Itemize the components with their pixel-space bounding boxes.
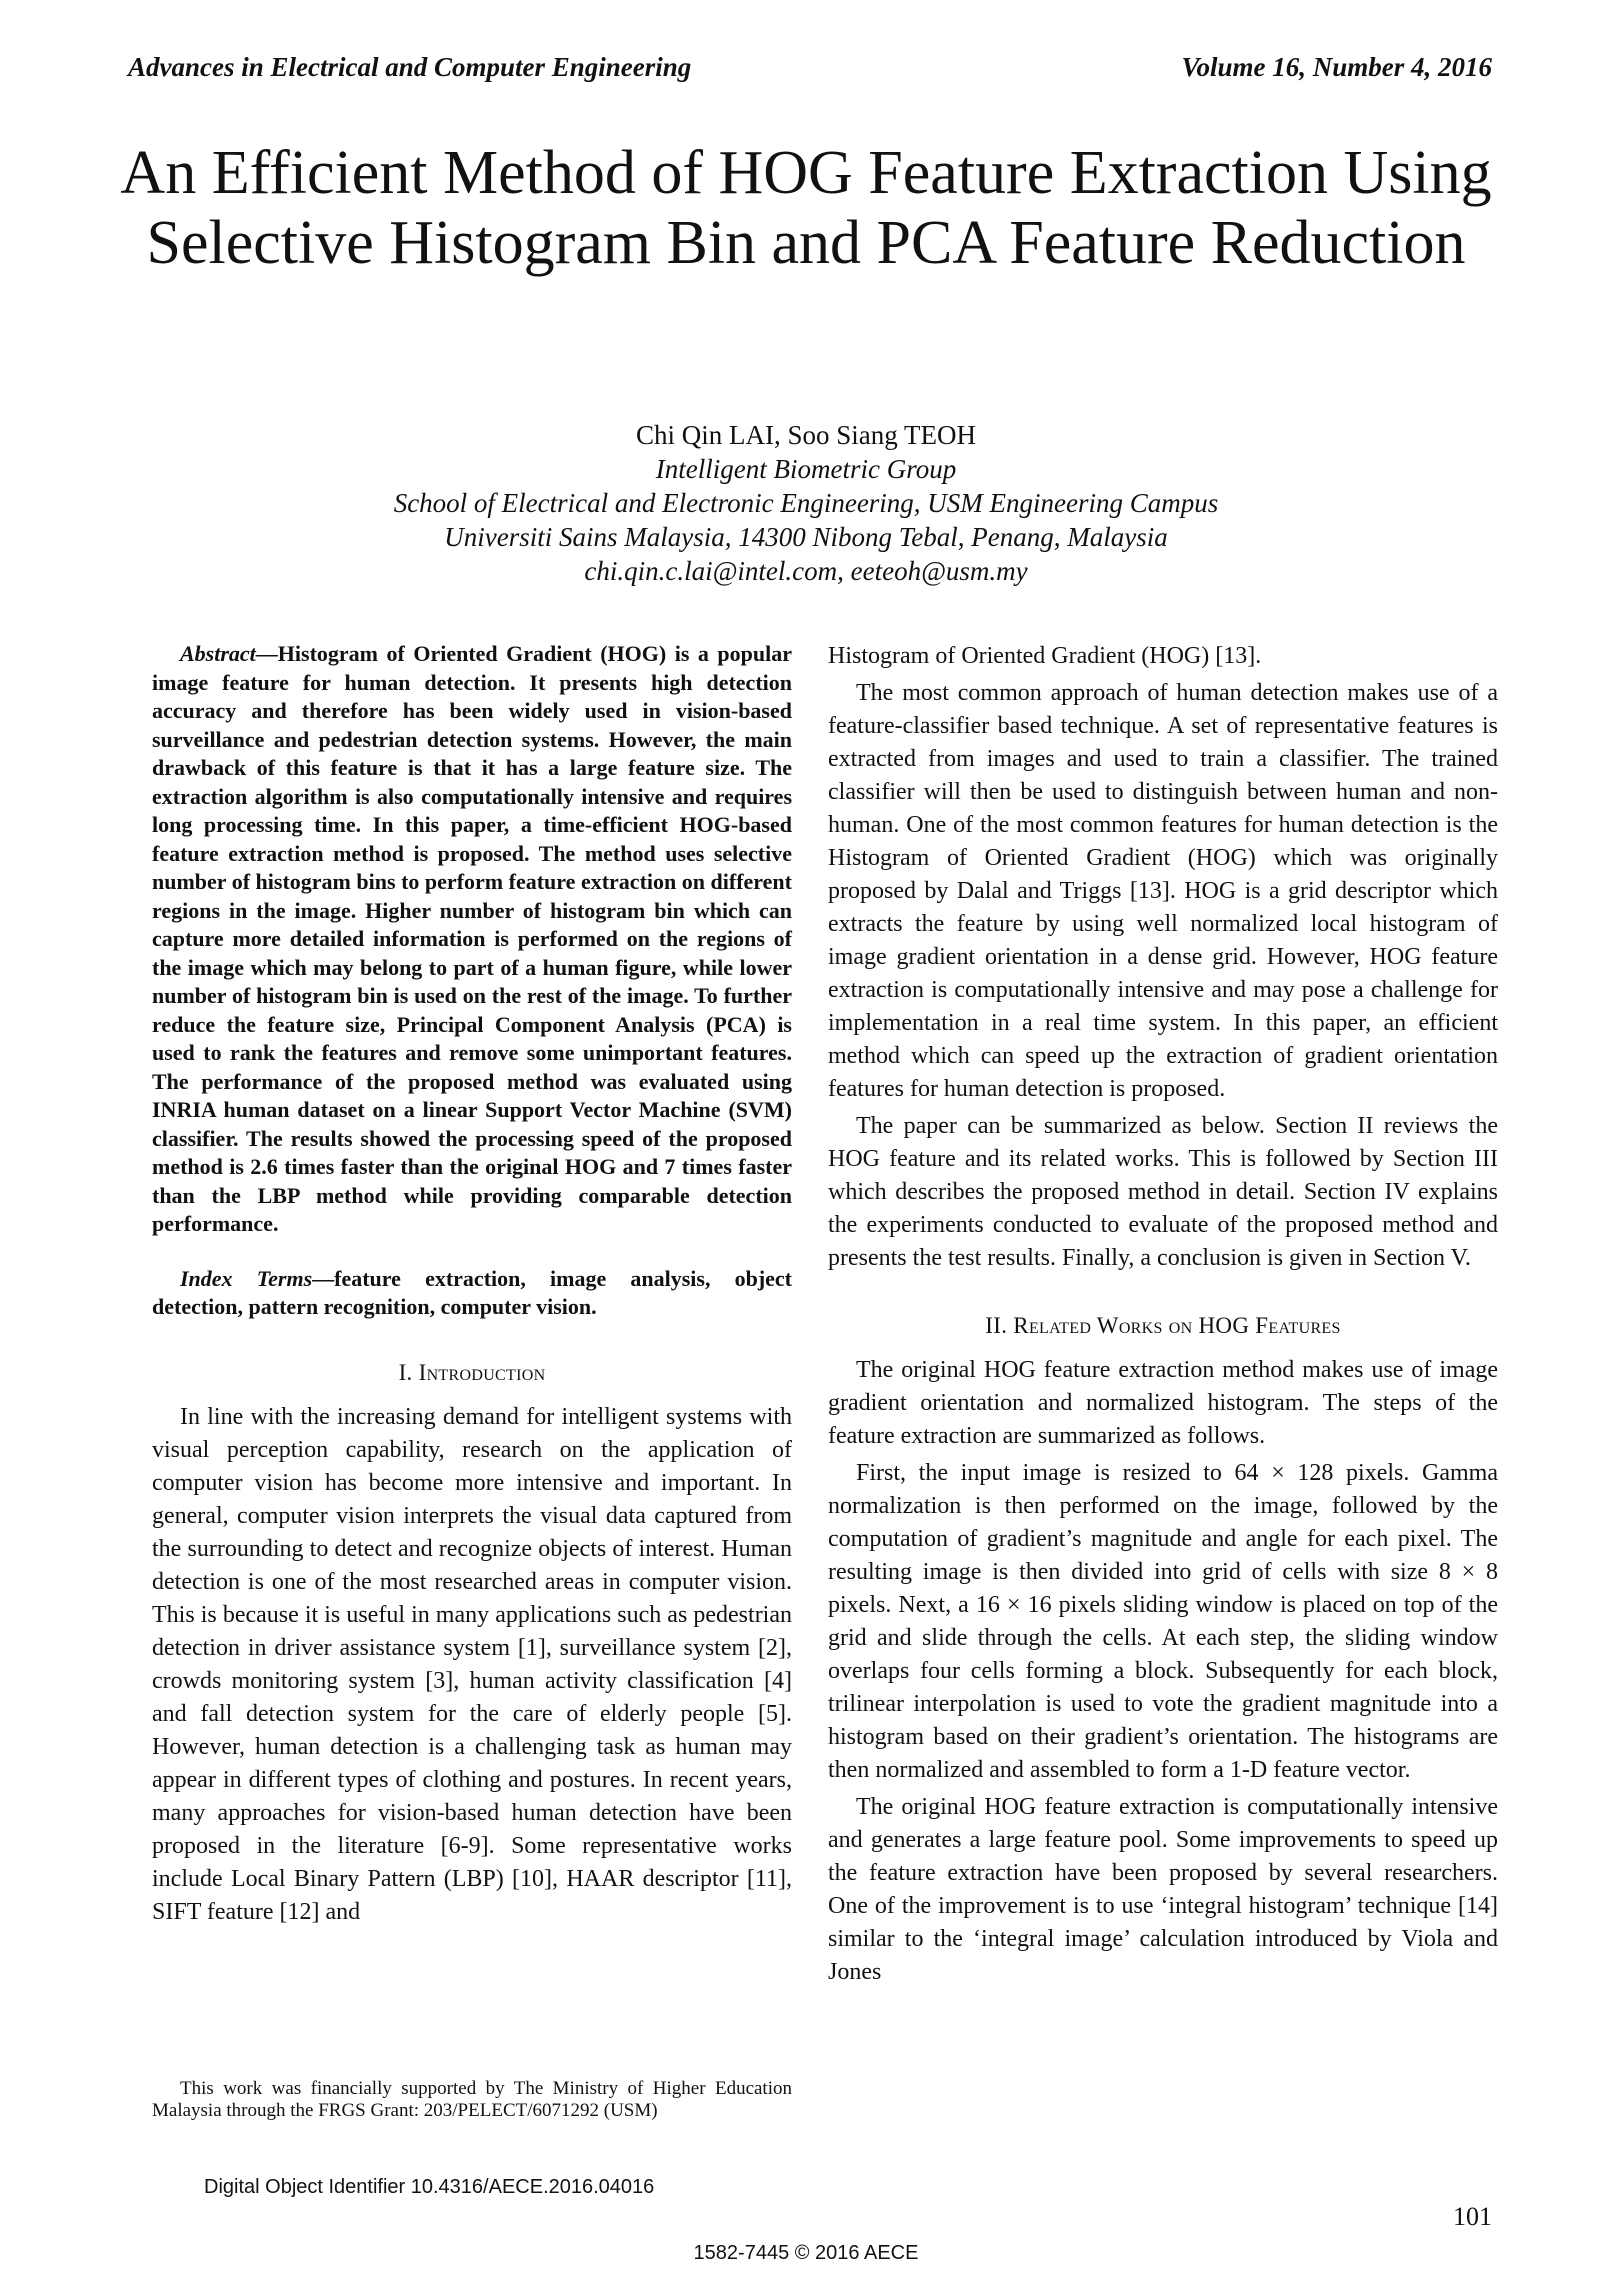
volume-info: Volume 16, Number 4, 2016 <box>1181 52 1492 82</box>
index-terms-text: —feature extraction, image analysis, object detection, pattern recognition, computer vision. <box>152 1265 793 1319</box>
abstract-text: —Histogram of Oriented Gradient (HOG) is a popular image feature for human detection. It presents high detection accuracy and therefore has been widely used in vision-based surveillance and pedestrian detection systems. However, the main drawback of this feature is that it has a large feature size. The extraction algorithm is also computationally intensive and requires long processing time. In this paper, a time-efficient HOG-based feature extraction method is proposed. The method uses selective number of histogram bins to perform feature extraction on different regions in the image. Higher number of histogram bin which can capture more detailed information is performed on the regions of the image which may belong to part of a human figure, while lower number of histogram bin is used on the rest of the image. To further reduce the feature size, Principal Component Analysis (PCA) is used to rank the features and remove some unimportant features. The performance of the proposed method was evaluated using INRIA human dataset on a linear Support Vector Machine (SVM) classifier. The results showed the processing speed of the proposed method is 2.6 times faster than the original HOG and 7 times faster than the LBP method while providing comparable detection performance. <box>152 641 792 1236</box>
journal-name: Advances in Electrical and Computer Engineering <box>128 52 692 82</box>
section-heading-related-works: II. Related Works on HOG Features <box>985 1313 1341 1338</box>
paper-title: An Efficient Method of HOG Feature Extraction Using Selective Histogram Bin and PCA Feature Reduction <box>120 139 1492 277</box>
author-group: Intelligent Biometric Group <box>655 454 957 484</box>
intro-paragraph: In line with the increasing demand for intelligent systems with visual perception capability, research on the application of computer vision has become more intensive and important. In general, computer vision interprets the visual data captured from the surrounding to detect and recognize objects of interest. Human detection is one of the most researched areas in computer vision. This is because it is useful in many applications such as pedestrian detection in driver assistance system [1], surveillance system [2], crowds monitoring system [3], human activity classification [4] and fall detection system for the care of elderly people [5]. However, human detection is a challenging task as human may appear in different types of clothing and postures. In recent years, many approaches for vision-based human detection have been proposed in the literature [6-9]. Some representative works include Local Binary Pattern (LBP) [10], HAAR descriptor [11], SIFT feature [12] and <box>152 1403 792 1925</box>
left-column <box>152 640 792 1933</box>
right-column <box>828 640 1498 1993</box>
author-university: Universiti Sains Malaysia, 14300 Nibong Tebal, Penang, Malaysia <box>444 522 1168 552</box>
index-terms <box>152 1265 792 1322</box>
page-number: 101 <box>1453 2202 1492 2231</box>
index-terms-label: Index Terms <box>180 1265 313 1291</box>
author-names: Chi Qin LAI, Soo Siang TEOH <box>635 420 976 450</box>
abstract <box>152 640 792 1239</box>
issn-copyright: 1582-7445 © 2016 AECE <box>693 2242 919 2264</box>
paragraph-hog-original: The original HOG feature extraction method makes use of image gradient orientation and normalized histogram. The steps of the feature extraction are summarized as follows. <box>828 1357 1498 1449</box>
section-heading-introduction: I. Introduction <box>398 1359 546 1385</box>
doi: Digital Object Identifier 10.4316/AECE.2016.04016 <box>204 2176 655 2198</box>
funding-footnote: This work was financially supported by The Ministry of Higher Education Malaysia through the FRGS Grant: 203/PELECT/6071292 (USM) <box>152 2078 792 2121</box>
paragraph-outline: The paper can be summarized as below. Section II reviews the HOG feature and its related works. This is followed by Section III which describes the proposed method in detail. Section IV explains the experiments conducted to evaluate of the proposed method and presents the test results. Finally, a conclusion is given in Section V. <box>828 1113 1498 1271</box>
author-block <box>100 418 1512 588</box>
continued-text: Histogram of Oriented Gradient (HOG) [13]. <box>828 643 1262 669</box>
abstract-label: Abstract <box>180 641 256 666</box>
paragraph-hog-improvements: The original HOG feature extraction is computationally intensive and generates a large feature pool. Some improvements to speed up the feature extraction have been proposed by several researchers. One of the improvement is to use ‘integral histogram’ technique [14] similar to the ‘integral image’ calculation introduced by Viola and Jones <box>828 1794 1498 1985</box>
author-emails: chi.qin.c.lai@intel.com, eeteoh@usm.my <box>584 556 1028 586</box>
paragraph-hog-steps: First, the input image is resized to 64 × 128 pixels. Gamma normalization is then performed on the image, followed by the computation of gradient’s magnitude and angle for each pixel. The resulting image is then divided into grid of cells with size 8 × 8 pixels. Next, a 16 × 16 pixels sliding window is placed on top of the grid and slide through the cells. At each step, the sliding window overlaps four cells forming a block. Subsequently for each block, trilinear interpolation is used to vote the gradient magnitude into a histogram based on their gradient’s orientation. The histograms are then normalized and assembled to form a 1-D feature vector. <box>828 1460 1498 1783</box>
author-school: School of Electrical and Electronic Engineering, USM Engineering Campus <box>393 488 1219 518</box>
paragraph-approach: The most common approach of human detection makes use of a feature-classifier based technique. A set of representative features is extracted from images and used to train a classifier. The trained classifier will then be used to distinguish between human and non-human. One of the most common features for human detection is the Histogram of Oriented Gradient (HOG) which was originally proposed by Dalal and Triggs [13]. HOG is a grid descriptor which extracts the feature by using well normalized local histogram of image gradient orientation in a dense grid. However, HOG feature extraction is computationally intensive and may pose a challenge for implementation in a real time system. In this paper, an efficient method which can speed up the extraction of gradient orientation features for human detection is proposed. <box>828 680 1498 1102</box>
